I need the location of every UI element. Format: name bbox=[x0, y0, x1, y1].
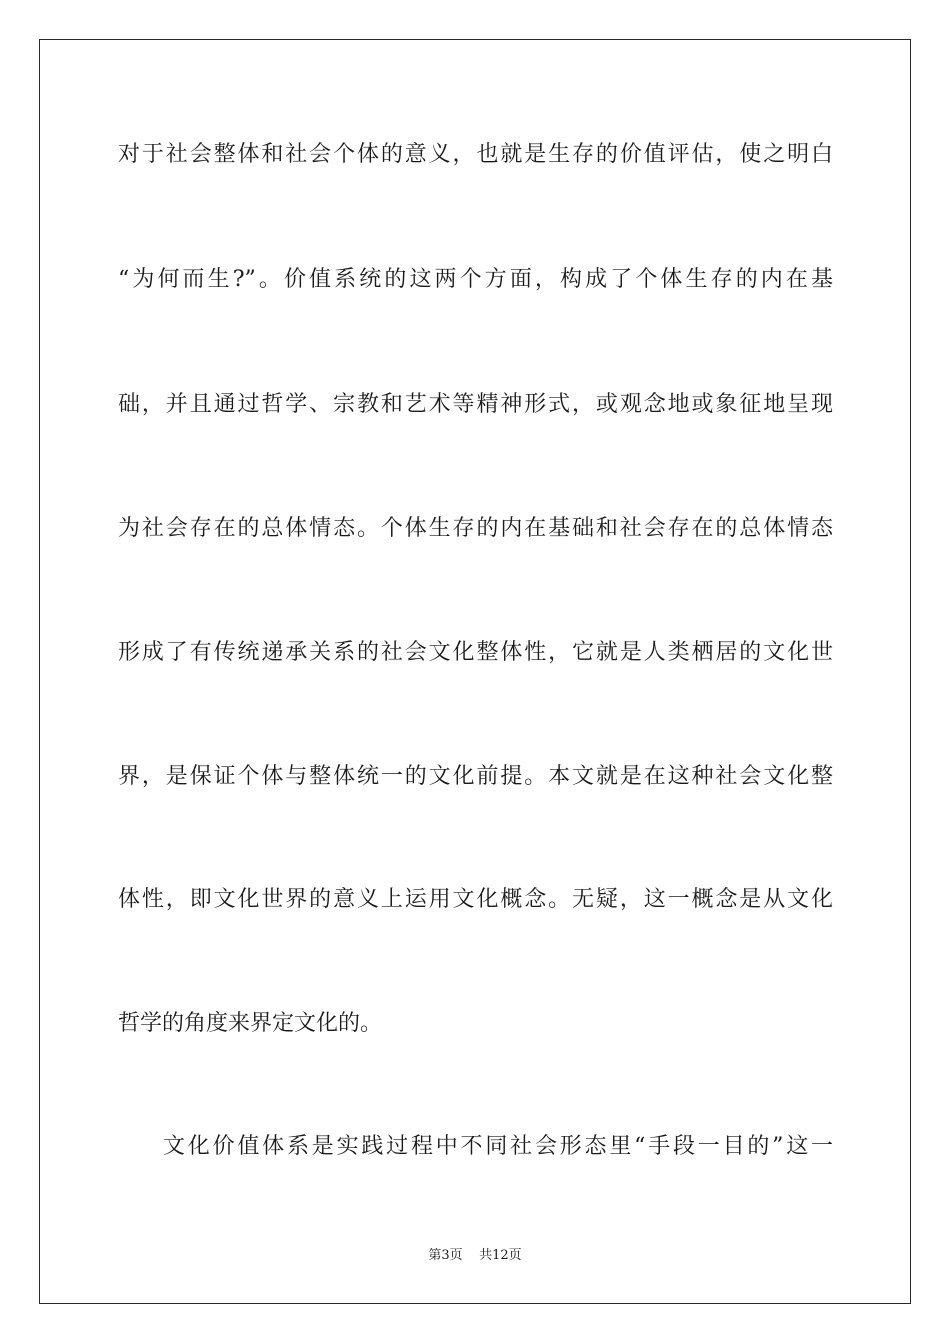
text-line: 为社会存在的总体情态。个体生存的内在基础和社会存在的总体情态 bbox=[118, 516, 833, 541]
page-number: 第3页 bbox=[428, 1248, 463, 1263]
text-line: 形成了有传统递承关系的社会文化整体性，它就是人类栖居的文化世 bbox=[118, 640, 833, 665]
paragraph-first-line: 文化价值体系是实践过程中不同社会形态里“手段一目的”这一 bbox=[163, 1134, 833, 1159]
text-line: 界，是保证个体与整体统一的文化前提。本文就是在这种社会文化整 bbox=[118, 764, 833, 789]
page-footer bbox=[0, 1248, 950, 1264]
text-line: 对于社会整体和社会个体的意义，也就是生存的价值评估，使之明白 bbox=[118, 142, 833, 167]
text-line: 体性，即文化世界的意义上运用文化概念。无疑，这一概念是从文化 bbox=[118, 887, 833, 912]
text-line: “为何而生?”。价值系统的这两个方面，构成了个体生存的内在基 bbox=[118, 267, 833, 292]
page-total: 共12页 bbox=[479, 1248, 522, 1263]
text-line: 础，并且通过哲学、宗教和艺术等精神形式，或观念地或象征地呈现 bbox=[118, 392, 833, 417]
page-border bbox=[39, 39, 911, 1304]
text-line: 哲学的角度来界定文化的。 bbox=[118, 1011, 383, 1036]
